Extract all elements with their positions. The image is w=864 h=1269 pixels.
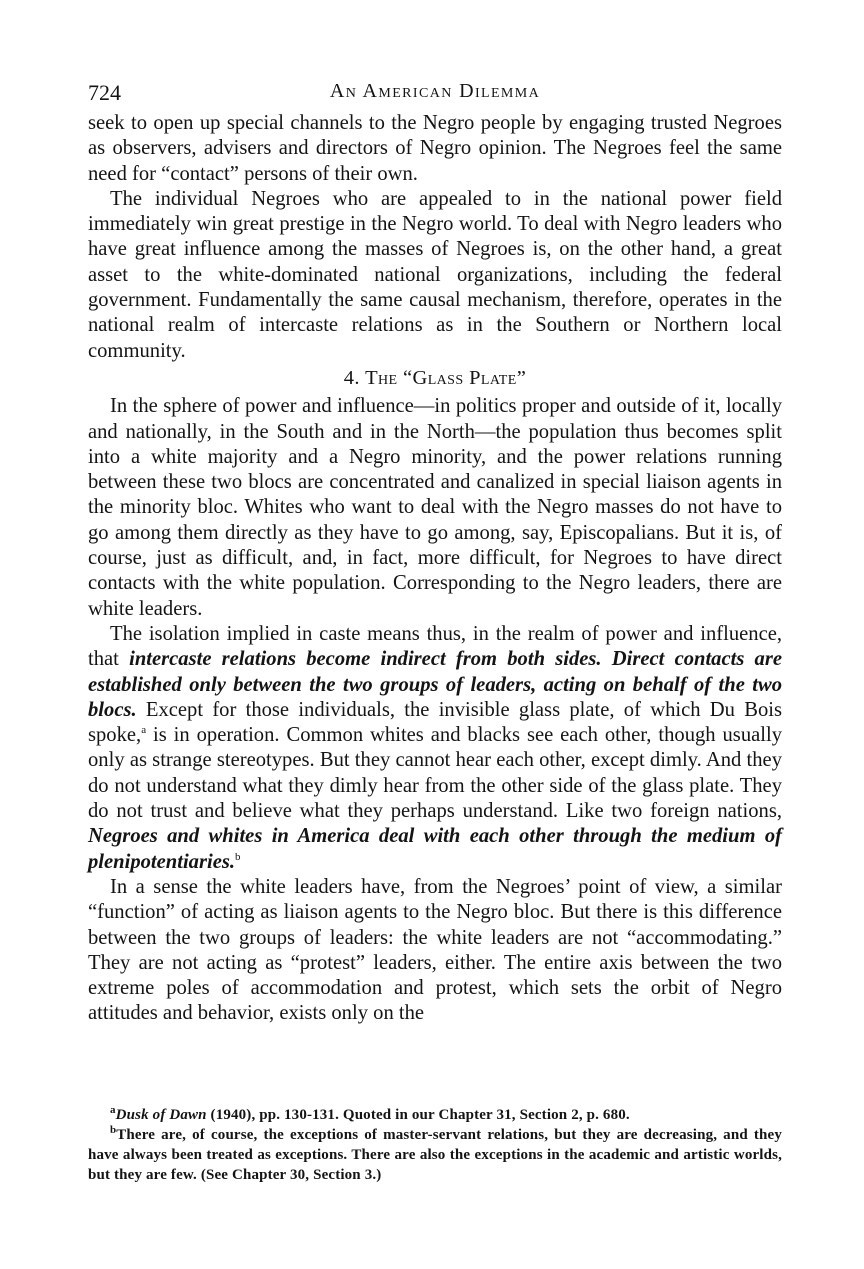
paragraph-4-text-a: The isolation implied in caste means thus, in the realm of power and influence, that <box>88 622 782 671</box>
footnote-a-title: Dusk of Dawn <box>115 1107 207 1123</box>
paragraph-4-italic-b: intercaste relations become indirect from both sides. Direct contacts are established only between the two groups of leaders, acting on behalf of the two blocs. <box>88 648 783 721</box>
footnote-marker-a: a <box>110 1104 116 1116</box>
footnote-a-text: (1940), pp. 130-131. Quoted in our Chapter 31, Section 2, p. 680. <box>206 1107 630 1123</box>
body-text <box>88 111 782 1027</box>
paragraph-3: In the sphere of power and influence—in politics proper and outside of it, locally and nationally, in the South and in the North—the population thus becomes split into a white majority and a Negro minority, and the power relations running between these two blocs are concentrated and canalized in special liaison agents in the minority bloc. Whites who want to deal with the Negro masses do not have to go among them directly as they have to go among, say, Episcopalians. But it is, of course, just as difficult, and, in fact, more difficult, for Negroes to have direct contacts with the white population. Corresponding to the Negro leaders, there are white leaders. <box>88 395 782 620</box>
paragraph-4-text-d: is in operation. Common whites and blacks see each other, though usually only as strange stereotypes. But they cannot hear each other, except dimly. And they do not understand what they dimly hear from the other side of the glass plate. They do not trust and believe what they perhaps understand. Like two foreign nations, <box>88 724 782 823</box>
footnote-ref-a: a <box>141 724 147 737</box>
paragraph-4-text-c: Except for those individuals, the invisible glass plate, of which Du Bois spoke, <box>88 698 782 747</box>
footnote-b-text: There are, of course, the exceptions of master-servant relations, but they are decreasing, and they have always been treated as exceptions. There are also the exceptions in the academic and artistic worlds, but they are few. (See Chapter 30, Section 3.) <box>88 1127 782 1183</box>
page-number: 724 <box>88 80 121 105</box>
paragraph-1: seek to open up special channels to the Negro people by engaging trusted Negroes as observers, advisers and directors of Negro opinion. The Negroes feel the same need for “contact” persons of their own. <box>88 112 782 185</box>
paragraph-5: In a sense the white leaders have, from the Negroes’ point of view, a similar “function” of acting as liaison agents to the Negro bloc. But there is this difference between the two groups of leaders: the white leaders are not “accommodating.” They are not acting as “protest” leaders, either. The entire axis between the two extreme poles of accommodation and protest, which sets the orbit of Negro attitudes and behavior, exists only on the <box>88 875 782 1025</box>
footnote-b <box>88 1125 782 1185</box>
footnote-marker-b: b <box>110 1124 117 1136</box>
footnotes <box>88 1105 782 1185</box>
running-head <box>88 80 782 110</box>
footnote-ref-b: b <box>235 850 241 863</box>
section-heading: 4. The “Glass Plate” <box>343 366 527 389</box>
footnote-a <box>88 1105 782 1125</box>
paragraph-2: The individual Negroes who are appealed to in the national power field immediately win great prestige in the Negro world. To deal with Negro leaders who have great influence among the masses of Negroes is, on the other hand, a great asset to the white-dominated national organizations, including the federal government. Fundamentally the same causal mechanism, therefore, operates in the national realm of intercaste relations as in the Southern or Northern local community. <box>88 187 782 362</box>
paragraph-4 <box>88 622 782 875</box>
running-title: An American Dilemma <box>329 80 541 102</box>
paragraph-4-italic-e: Negroes and whites in America deal with each other through the medium of plenipotentiaries. <box>88 825 782 873</box>
